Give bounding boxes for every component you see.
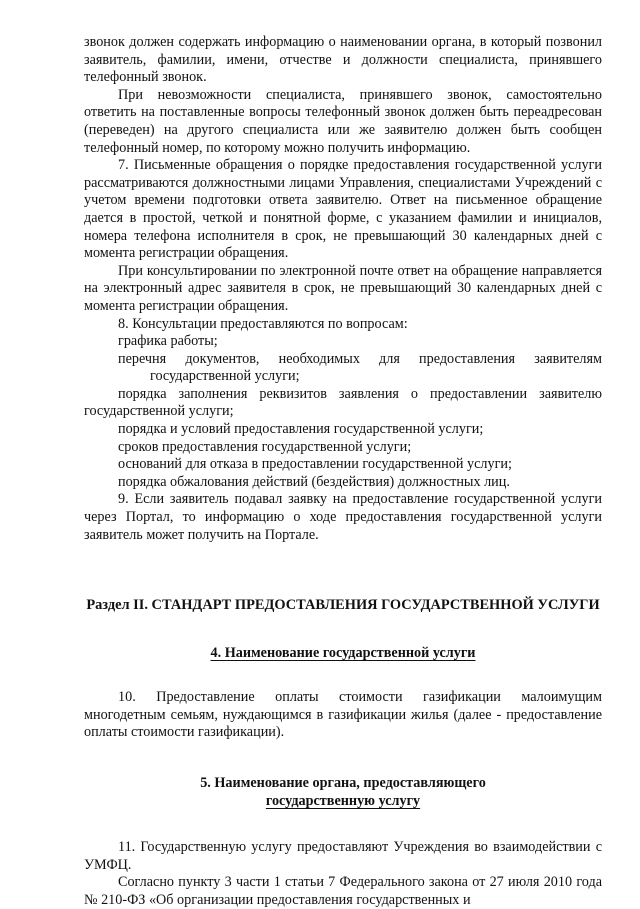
heading-4-text: 4. Наименование государственной услуги: [210, 645, 476, 662]
heading-4: [84, 644, 602, 662]
paragraph-law-reference: Согласно пункту 3 части 1 статьи 7 Федерального закона от 27 июля 2010 года № 210-ФЗ «Об организации предоставления государственных и: [84, 874, 602, 908]
paragraph-call-redirect: При невозможности специалиста, принявшего звонок, самостоятельно ответить на поставленные вопросы телефонный звонок должен быть переадресован (переведен) на другого специалиста или же заявителю должен быть сообщен телефонный номер, по которому можно получить информацию.: [84, 86, 602, 156]
list-item: сроков предоставления государственной услуги;: [118, 438, 412, 455]
document-body: [84, 34, 602, 909]
list-item: перечня документов, необходимых для предоставления заявителям государственной услуги;: [118, 350, 602, 385]
list-item: порядка обжалования действий (бездействия) должностных лиц.: [118, 473, 510, 490]
paragraph-11: 11. Государственную услугу предоставляют Учреждения во взаимодействии с УМФЦ.: [84, 839, 602, 873]
list-item: оснований для отказа в предоставлении государственной услуги;: [118, 456, 512, 473]
heading-5-line2: государственную услугу: [265, 793, 421, 809]
paragraph-8-consult-topics: 8. Консультации предоставляются по вопросам:: [118, 315, 408, 332]
paragraph-7-written-requests: 7. Письменные обращения о порядке предоставления государственной услуги рассматриваются должностными лицами Управления, специалистами Учреждений с учетом времени подготовки ответа заявителю. Ответ на письменное обращение дается в простой, четкой и понятной форме, с указанием фамилии и инициалов, номера телефона исполнителя в срок, не превышающий 30 календарных дней с момента регистрации обращения.: [84, 157, 602, 262]
list-item: порядка и условий предоставления государственной услуги;: [118, 421, 484, 438]
list-item: порядка заполнения реквизитов заявления о предоставлении заявителю государственной услуги;: [84, 385, 602, 420]
paragraph-9-portal: 9. Если заявитель подавал заявку на предоставление государственной услуги через Портал, то информацию о ходе предоставления государственной услуги заявитель может получить на Портале.: [84, 491, 602, 543]
section-title: Раздел II. СТАНДАРТ ПРЕДОСТАВЛЕНИЯ ГОСУДАРСТВЕННОЙ УСЛУГИ: [86, 597, 600, 614]
paragraph-email-consulting: При консультировании по электронной почте ответ на обращение направляется на электронный адрес заявителя в срок, не превышающий 30 календарных дней с момента регистрации обращения.: [84, 262, 602, 314]
heading-5-line1: 5. Наименование органа, предоставляющего: [200, 775, 486, 791]
list-item: графика работы;: [118, 333, 218, 350]
paragraph-10: 10. Предоставление оплаты стоимости газификации малоимущим многодетным семьям, нуждающимся в газификации жилья (далее - предоставление оплаты стоимости газификации).: [84, 689, 602, 741]
paragraph-call-info: звонок должен содержать информацию о наименовании органа, в который позвонил заявитель, фамилии, имени, отчестве и должности специалиста, принявшего телефонный звонок.: [84, 34, 602, 86]
heading-5: [84, 774, 602, 810]
